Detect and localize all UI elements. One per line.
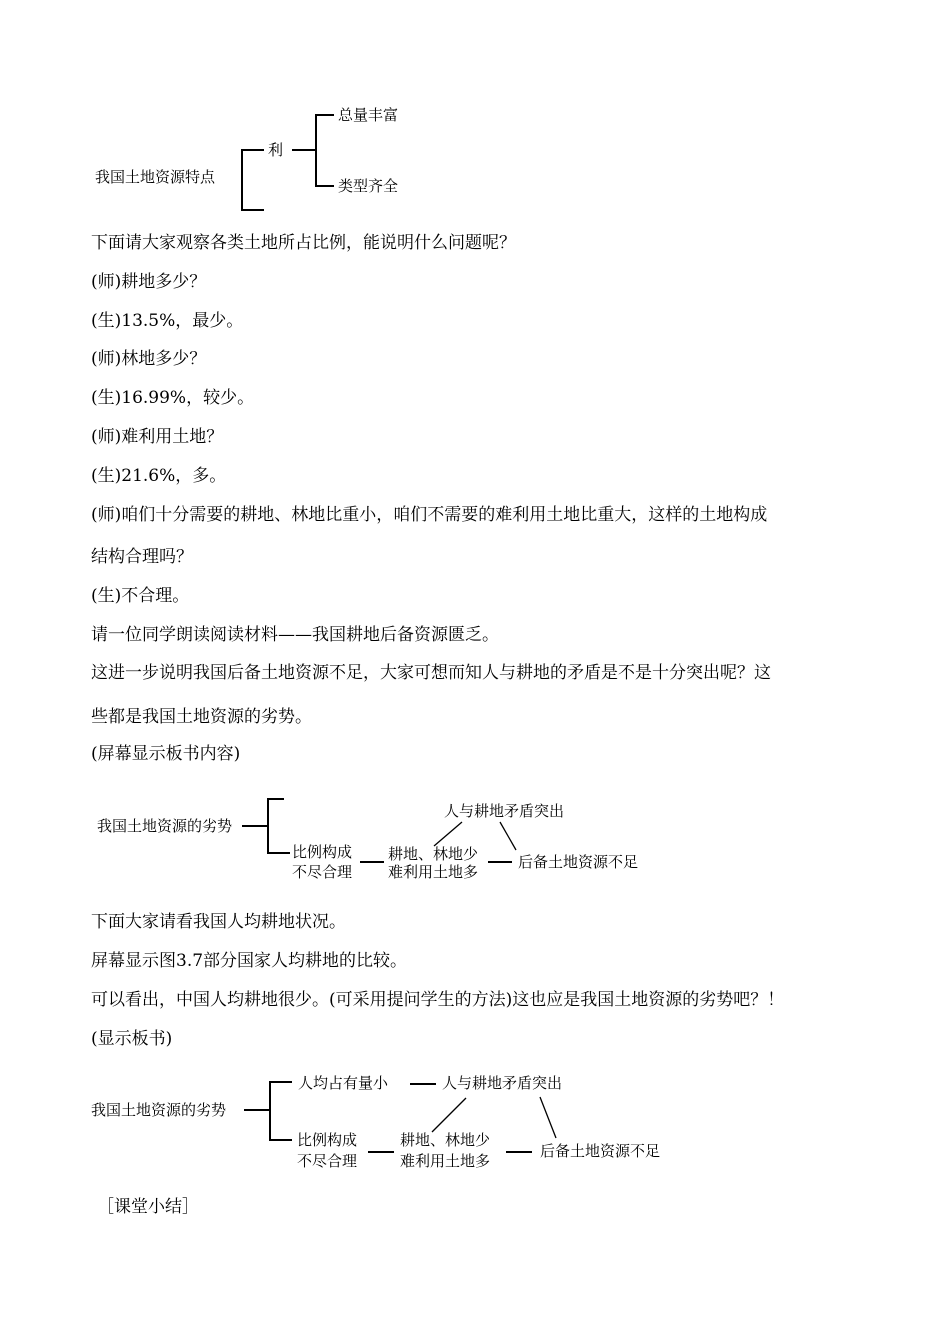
d3-bracket	[270, 1082, 292, 1140]
section-heading-summary: ［课堂小结］	[97, 1197, 199, 1217]
paragraph: 这进一步说明我国后备土地资源不足，大家可想而知人与耕地的矛盾是不是十分突出呢？这	[91, 663, 771, 683]
d1-root-bracket	[242, 150, 264, 210]
d3-land-1: 耕地、林地少	[400, 1131, 491, 1149]
d3-per-capita: 人均占有量小	[298, 1074, 389, 1092]
d2-conflict: 人与耕地矛盾突出	[444, 802, 565, 820]
paragraph: (师)难利用土地？	[91, 427, 224, 447]
d1-branch: 利	[268, 141, 284, 159]
paragraph: 请一位同学朗读阅读材料——我国耕地后备资源匮乏。	[91, 625, 499, 645]
paragraph: (生)21.6%，多。	[91, 466, 227, 486]
diagram-land-features	[0, 0, 950, 230]
d3-reserve: 后备土地资源不足	[540, 1142, 661, 1160]
d2-link-reserve	[500, 822, 516, 850]
paragraph: 下面大家请看我国人均耕地状况。	[91, 912, 346, 932]
paragraph: (师)咱们十分需要的耕地、林地比重小，咱们不需要的难利用土地比重大，这样的土地构成	[91, 505, 768, 525]
paragraph: (师)林地多少？	[91, 349, 207, 369]
paragraph: 些都是我国土地资源的劣势。	[91, 707, 312, 727]
paragraph: (生)16.99%，较少。	[91, 388, 255, 408]
d2-land-1: 耕地、林地少	[388, 845, 479, 863]
d2-root: 我国土地资源的劣势	[97, 817, 233, 835]
paragraph: 可以看出，中国人均耕地很少。(可采用提问学生的方法)这也应是我国土地资源的劣势吧？！	[91, 990, 785, 1010]
d1-leaf-2: 类型齐全	[338, 177, 399, 195]
d3-link-reserve	[540, 1097, 556, 1138]
paragraph: (生)不合理。	[91, 586, 190, 606]
d3-link-up	[432, 1098, 466, 1132]
paragraph: (屏幕显示板书内容)	[91, 744, 241, 764]
paragraph: 下面请大家观察各类土地所占比例，能说明什么问题呢？	[91, 233, 516, 253]
d2-bracket	[268, 799, 290, 853]
d3-land-2: 难利用土地多	[400, 1152, 491, 1170]
paragraph: 屏幕显示图3.7部分国家人均耕地的比较。	[91, 951, 408, 971]
d3-conflict: 人与耕地矛盾突出	[442, 1074, 563, 1092]
d2-reserve: 后备土地资源不足	[518, 853, 639, 871]
d2-ratio-2: 不尽合理	[292, 863, 353, 881]
paragraph: (显示板书)	[91, 1029, 173, 1049]
paragraph: (生)13.5%，最少。	[91, 311, 244, 331]
d3-root: 我国土地资源的劣势	[91, 1101, 227, 1119]
paragraph: (师)耕地多少？	[91, 272, 207, 292]
d1-branch-bracket	[316, 115, 334, 186]
d2-land-2: 难利用土地多	[388, 863, 479, 881]
d1-leaf-1: 总量丰富	[338, 106, 399, 124]
d3-ratio-2: 不尽合理	[297, 1152, 358, 1170]
d1-root: 我国土地资源特点	[95, 168, 216, 186]
d3-ratio-1: 比例构成	[297, 1131, 358, 1149]
paragraph: 结构合理吗？	[91, 547, 193, 567]
d2-link-up	[434, 822, 462, 846]
d2-ratio-1: 比例构成	[292, 843, 353, 861]
